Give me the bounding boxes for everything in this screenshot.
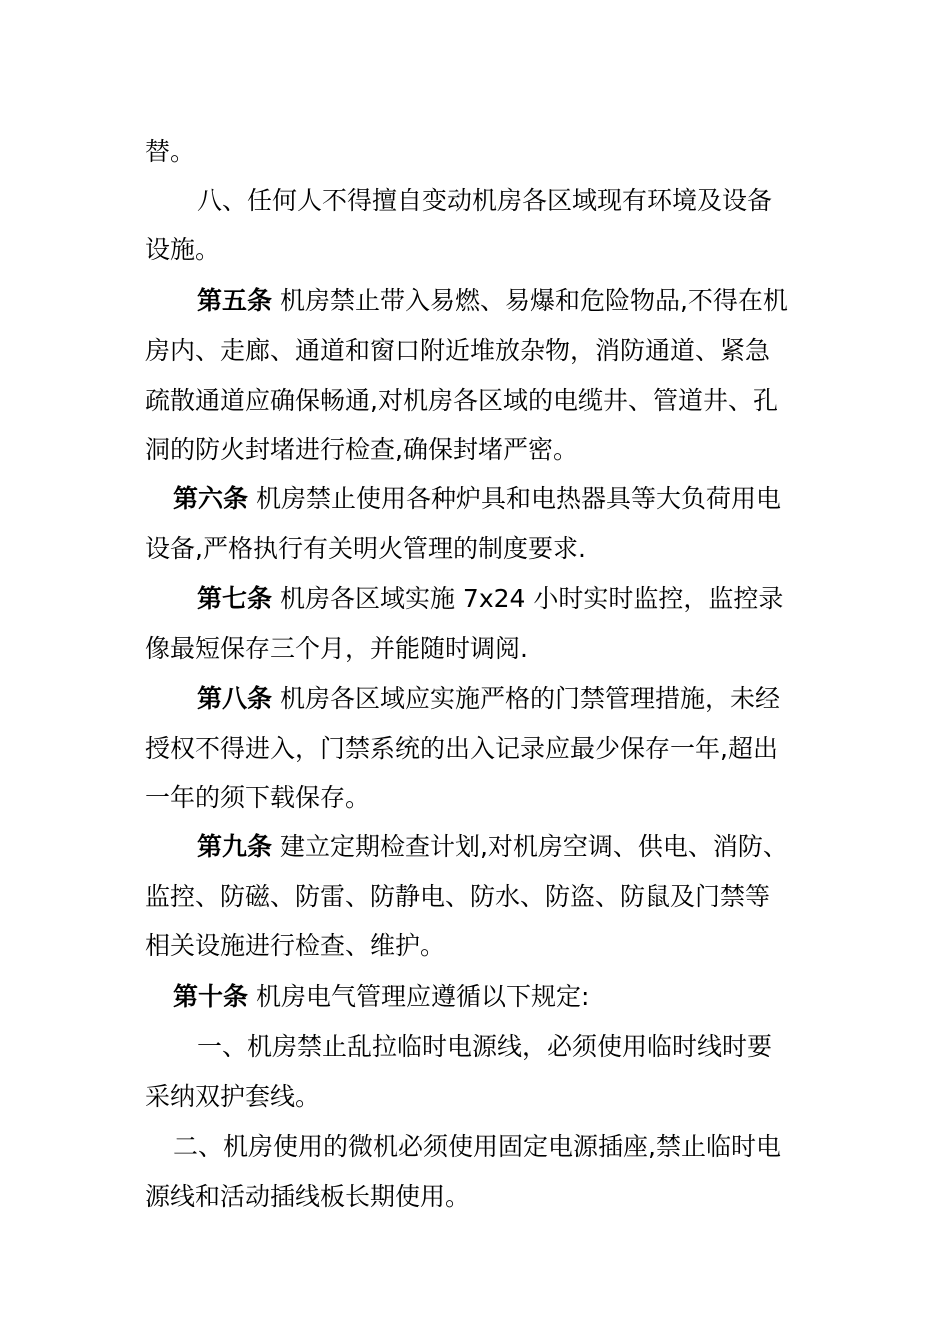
- line-text: 疏散通道应确保畅通,对机房各区域的电缆井、管道井、孔: [145, 386, 778, 415]
- line-text: 授权不得进入，门禁系统的出入记录应最少保存一年,超出: [145, 734, 778, 763]
- line-text: 一、机房禁止乱拉临时电源线，必须使用临时线时要: [197, 1032, 773, 1061]
- line-text: 机房电气管理应遵循以下规定:: [248, 982, 590, 1011]
- line-text: 相关设施进行检查、维护。: [145, 931, 446, 960]
- paragraph-line: [197, 184, 772, 218]
- article-7-line: [197, 582, 783, 616]
- text-line: [145, 1080, 320, 1114]
- text-line: [145, 384, 778, 418]
- text-line: [145, 632, 528, 666]
- article-heading: 第七条: [197, 584, 273, 613]
- line-text: 机房各区域实施 7x24 小时实时监控，监控录: [272, 584, 784, 613]
- text-line: [145, 732, 778, 766]
- line-text: 一年的须下载保存。: [145, 783, 371, 812]
- article-heading: 第九条: [197, 832, 273, 861]
- text-line: [145, 781, 370, 815]
- paragraph-line: [173, 1130, 781, 1164]
- line-text: 设备,严格执行有关明火管理的制度要求.: [145, 534, 586, 563]
- line-text: 房内、走廊、通道和窗口附近堆放杂物，消防通道、紧急: [145, 336, 771, 365]
- line-text: 设施。: [145, 235, 221, 264]
- article-10-line: [173, 980, 589, 1014]
- text-line: [145, 433, 578, 467]
- article-heading: 第五条: [197, 286, 273, 315]
- line-text: 采纳双护套线。: [145, 1082, 321, 1111]
- line-text: 二、机房使用的微机必须使用固定电源插座,禁止临时电: [173, 1132, 781, 1161]
- text-line: [145, 135, 195, 169]
- line-text: 八、任何人不得擅自变动机房各区域现有环境及设备: [197, 186, 773, 215]
- text-line: [145, 1180, 470, 1214]
- article-6-line: [173, 482, 781, 516]
- line-text: 机房禁止使用各种炉具和电热器具等大负荷用电: [248, 484, 781, 513]
- line-text: 像最短保存三个月，并能随时调阅.: [145, 634, 528, 663]
- article-5-line: [197, 284, 788, 318]
- article-9-line: [197, 830, 788, 864]
- line-text: 机房禁止带入易燃、易爆和危险物品,不得在机: [272, 286, 788, 315]
- text-line: [145, 233, 220, 267]
- line-text: 监控、防磁、防雷、防静电、防水、防盗、防鼠及门禁等: [145, 882, 771, 911]
- line-text: 建立定期检查计划,对机房空调、供电、消防、: [272, 832, 788, 861]
- article-heading: 第六条: [173, 484, 249, 513]
- line-text: 洞的防火封堵进行检查,确保封堵严密。: [145, 435, 578, 464]
- line-text: 替。: [145, 137, 196, 166]
- article-8-line: [197, 682, 780, 716]
- text-line: [145, 929, 445, 963]
- text-line: [145, 532, 586, 566]
- line-text: 机房各区域应实施严格的门禁管理措施，未经: [272, 684, 780, 713]
- text-line: [145, 880, 770, 914]
- article-heading: 第十条: [173, 982, 249, 1011]
- paragraph-line: [197, 1030, 772, 1064]
- line-text: 源线和活动插线板长期使用。: [145, 1182, 471, 1211]
- text-line: [145, 334, 770, 368]
- article-heading: 第八条: [197, 684, 273, 713]
